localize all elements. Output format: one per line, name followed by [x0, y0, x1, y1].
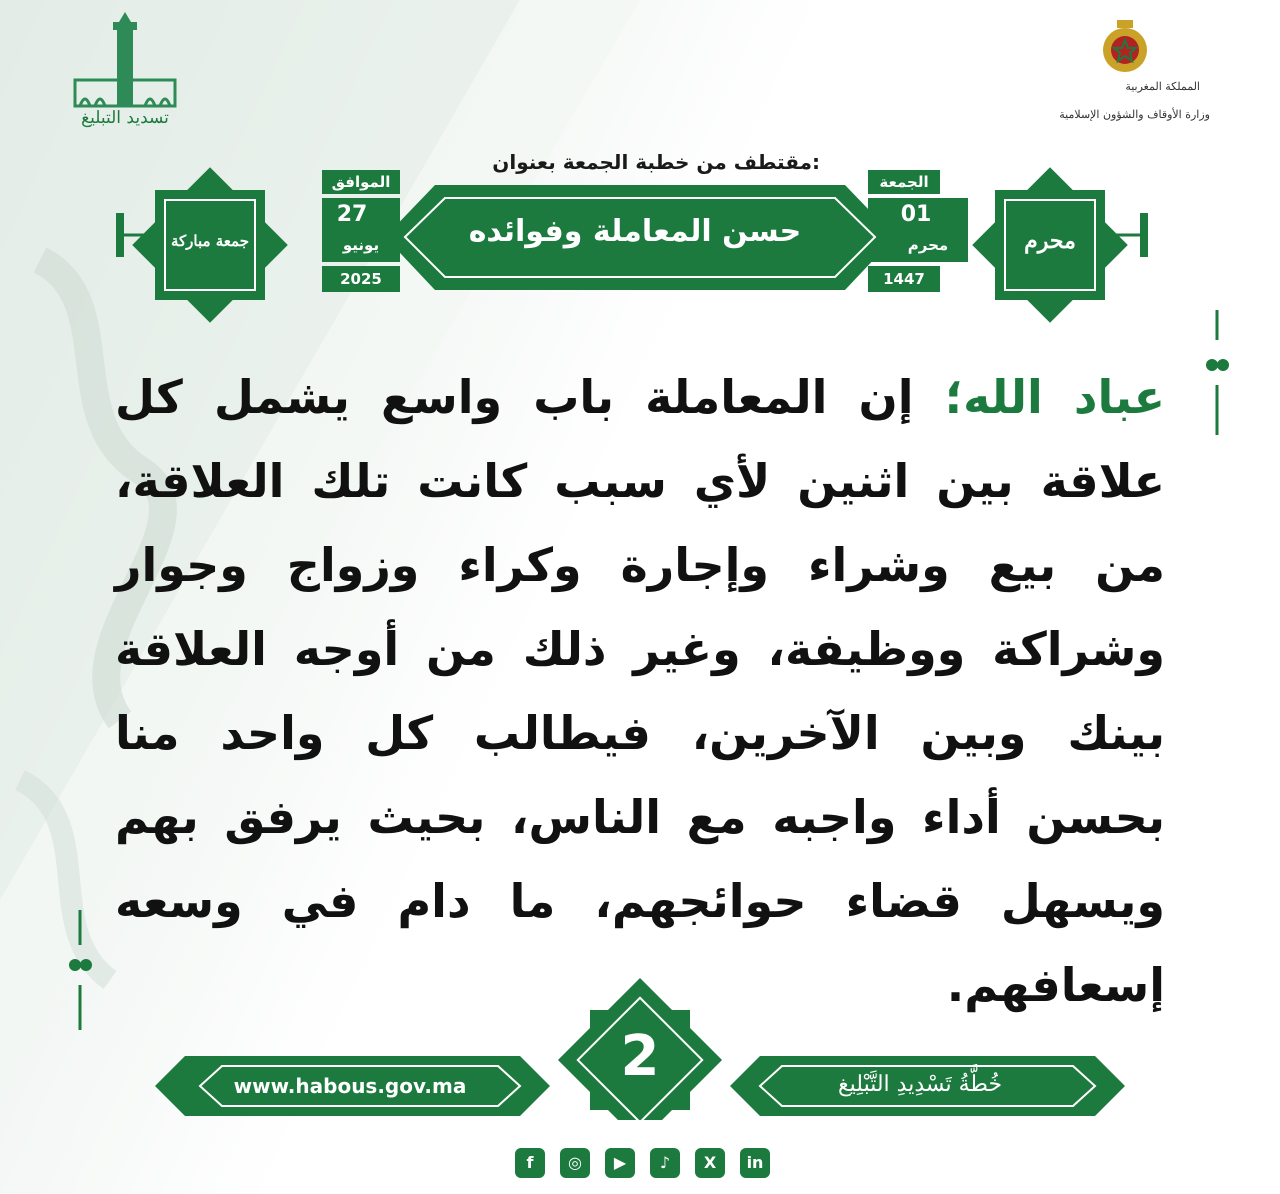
page-number: 2 — [620, 1024, 660, 1089]
logo-text: تسديد التبليغ — [81, 108, 169, 128]
ministry-name: وزارة الأوقاف والشؤون الإسلامية — [1059, 108, 1210, 121]
jumua-mubaraka-text: جمعة مباركة — [170, 232, 249, 250]
body-lead: عباد الله؛ — [944, 370, 1166, 424]
gregorian-month: يونيو — [342, 236, 380, 254]
muharram-text: محرم — [1024, 228, 1076, 254]
title-banner — [0, 0, 1280, 340]
x-icon[interactable]: X — [695, 1148, 725, 1178]
hijri-label: الجمعة — [879, 173, 929, 191]
linkedin-icon[interactable]: in — [740, 1148, 770, 1178]
gregorian-day: 27 — [336, 202, 368, 227]
body-text: إن المعاملة باب واسع يشمل كل علاقة بين اثنين لأي سبب كانت تلك العلاقة، من بيع وشراء وإجارة وكراء وزواج وجوار وشراكة ووظيفة، وغير ذلك من أوجه العلاقة بينك وبين الآخرين، فيطالب كل واحد منا بحسن أداء واجبه مع الناس، بحيث يرفق بهم ويسهل قضاء حوائجهم، ما دام في وسعه إسعافهم. — [115, 370, 1165, 1012]
instagram-icon[interactable]: ◎ — [560, 1148, 590, 1178]
hijri-month: محرم — [907, 236, 949, 254]
ministry-kingdom: المملكة المغربية — [1125, 80, 1200, 93]
right-ornament-icon — [1205, 310, 1229, 440]
gregorian-year: 2025 — [340, 270, 382, 288]
khutba-excerpt — [115, 355, 1165, 1027]
subtitle: مقتطف من خطبة الجمعة بعنوان: — [492, 150, 820, 174]
website-link[interactable]: www.habous.gov.ma — [233, 1074, 467, 1098]
hijri-day: 01 — [900, 202, 932, 227]
facebook-icon[interactable]: f — [515, 1148, 545, 1178]
khutba-title: حسن المعاملة وفوائده — [468, 214, 802, 249]
hijri-year: 1447 — [883, 270, 925, 288]
youtube-icon[interactable]: ▶ — [605, 1148, 635, 1178]
khutba-plan-label: خُطَّةُ تَسْدِيدِ التَّبْلِيغ — [837, 1072, 1003, 1097]
tiktok-icon[interactable]: ♪ — [650, 1148, 680, 1178]
gregorian-label: الموافق — [331, 173, 391, 191]
